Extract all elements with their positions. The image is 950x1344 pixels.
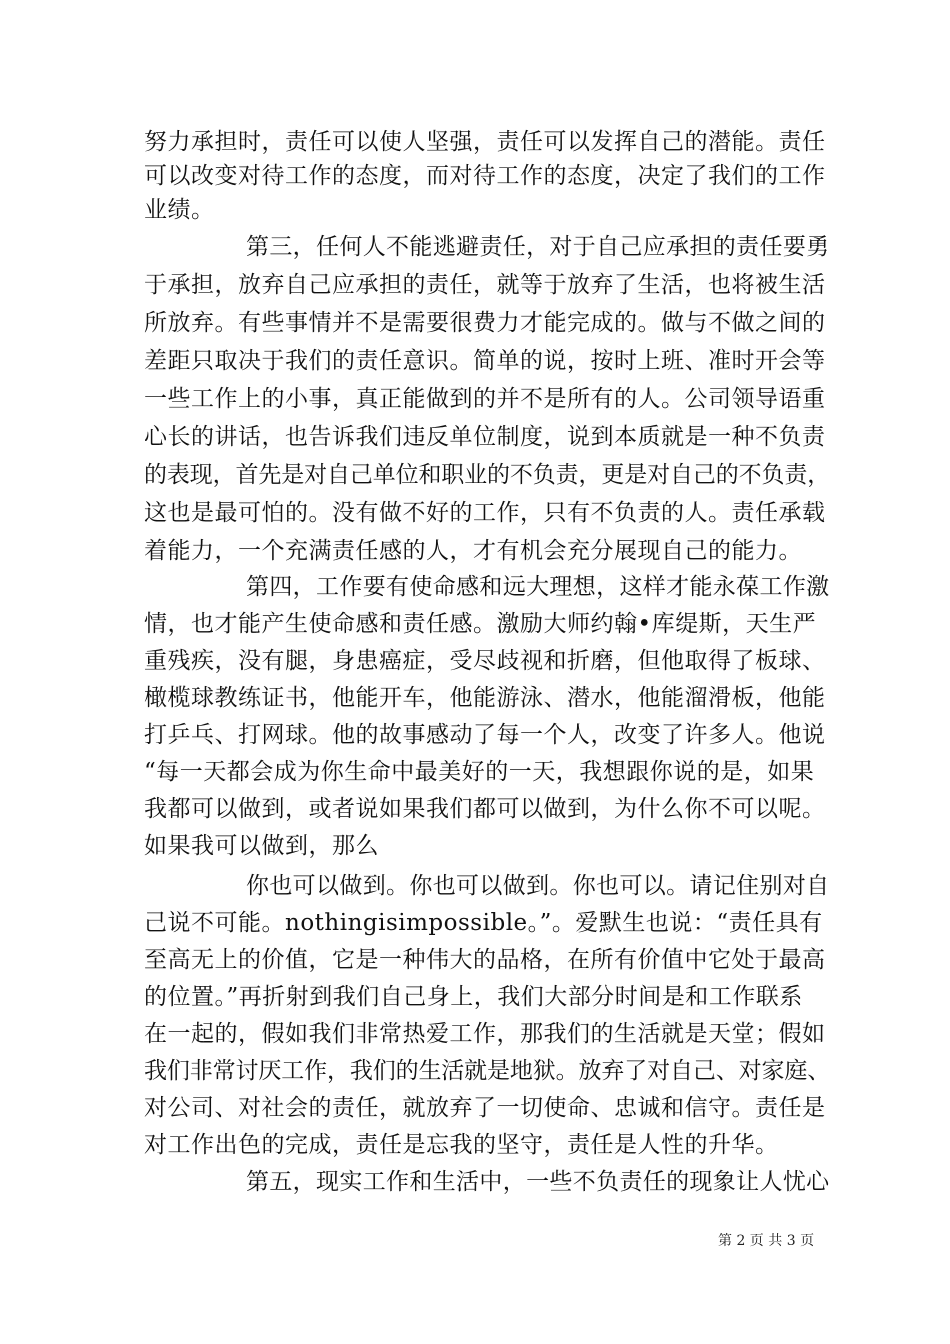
text-line: 我都可以做到，或者说如果我们都可以做到，为什么你不可以呢。 bbox=[144, 796, 826, 822]
text-line: 于承担，放弃自己应承担的责任，就等于放弃了生活，也将被生活 bbox=[144, 272, 826, 298]
text-line: 你也可以做到。你也可以做到。你也可以。请记住别对自 bbox=[246, 873, 830, 899]
text-line: 对工作出色的完成，责任是忘我的坚守，责任是人性的升华。 bbox=[144, 1132, 779, 1158]
text-line: 我们非常讨厌工作，我们的生活就是地狱。放弃了对自己、对家庭、 bbox=[144, 1058, 831, 1084]
text-line: 在一起的，假如我们非常热爱工作，那我们的生活就是天堂；假如 bbox=[144, 1021, 826, 1047]
text-line: 可以改变对待工作的态度，而对待工作的态度，决定了我们的工作 bbox=[144, 163, 826, 189]
text-line: 第四，工作要有使命感和远大理想，这样才能永葆工作激 bbox=[246, 574, 830, 600]
text-line: 对公司、对社会的责任，就放弃了一切使命、忠诚和信守。责任是 bbox=[144, 1095, 826, 1121]
text-line: 心长的讲话，也告诉我们违反单位制度，说到本质就是一种不负责 bbox=[144, 424, 826, 450]
text-line: 打乒乓、打网球。他的故事感动了每一个人，改变了许多人。他说 bbox=[144, 722, 826, 748]
text-line: 情，也才能产生使命感和责任感。激励大师约翰•库缇斯，天生严 bbox=[144, 611, 817, 637]
text-line: 业绩。 bbox=[144, 197, 215, 223]
text-line: 第五，现实工作和生活中，一些不负责任的现象让人忧心 bbox=[246, 1169, 830, 1195]
text-line: 的表现，首先是对自己单位和职业的不负责，更是对自己的不负责， bbox=[144, 462, 831, 488]
text-line: 的位置。”再折射到我们自己身上，我们大部分时间是和工作联系 bbox=[144, 984, 803, 1010]
text-line: “每一天都会成为你生命中最美好的一天，我想跟你说的是，如果 bbox=[144, 759, 815, 785]
text-line: 所放弃。有些事情并不是需要很费力才能完成的。做与不做之间的 bbox=[144, 310, 826, 336]
text-line: 差距只取决于我们的责任意识。简单的说，按时上班、准时开会等 bbox=[144, 348, 826, 374]
text-line: 一些工作上的小事，真正能做到的并不是所有的人。公司领导语重 bbox=[144, 386, 826, 412]
text-line: 己说不可能。nothingisimpossible。”。爱默生也说：“责任具有 bbox=[144, 910, 823, 936]
text-line: 着能力，一个充满责任感的人，才有机会充分展现自己的能力。 bbox=[144, 538, 802, 564]
text-line: 这也是最可怕的。没有做不好的工作，只有不负责的人。责任承载 bbox=[144, 500, 826, 526]
text-line: 如果我可以做到，那么 bbox=[144, 833, 379, 859]
text-line: 橄榄球教练证书，他能开车，他能游泳、潜水，他能溜滑板，他能 bbox=[144, 685, 826, 711]
page-number: 第 2 页 共 3 页 bbox=[718, 1233, 815, 1249]
text-line: 重残疾，没有腿，身患癌症，受尽歧视和折磨，但他取得了板球、 bbox=[144, 648, 826, 674]
text-line: 努力承担时，责任可以使人坚强，责任可以发挥自己的潜能。责任 bbox=[144, 129, 826, 155]
text-line: 至高无上的价值，它是一种伟大的品格，在所有价值中它处于最高 bbox=[144, 947, 826, 973]
text-line: 第三，任何人不能逃避责任，对于自己应承担的责任要勇 bbox=[246, 234, 830, 260]
